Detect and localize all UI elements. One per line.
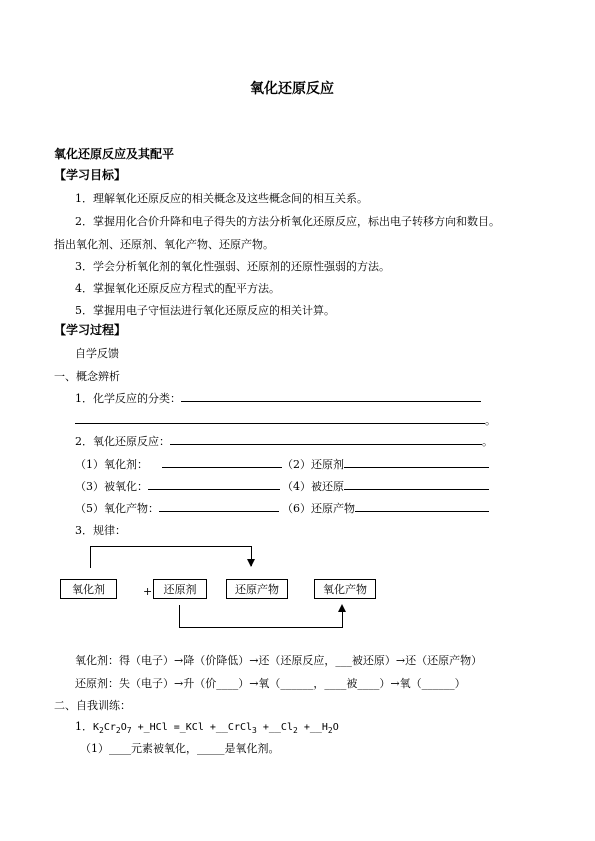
part-one-heading: 一、概念辨析 bbox=[54, 370, 120, 383]
process-header: 【学习过程】 bbox=[54, 323, 127, 337]
arrow-bottom-left-vertical bbox=[179, 605, 180, 628]
diagram-box-oxidant: 氧化剂 bbox=[60, 579, 117, 599]
answer-blank[interactable] bbox=[162, 457, 282, 468]
term-oxidation-product bbox=[75, 500, 279, 516]
term-label: （6）还原产物 bbox=[282, 502, 355, 515]
goal-item-2: 2．掌握用化合价升降和电子得失的方法分析氧化还原反应，标出电子转移方向和数目。 bbox=[75, 215, 500, 228]
page-title: 氧化还原反应 bbox=[250, 81, 334, 97]
diagram-box-reduction-product: 还原产物 bbox=[226, 579, 288, 599]
answer-blank[interactable] bbox=[181, 391, 481, 402]
question-1 bbox=[75, 390, 481, 406]
answer-blank[interactable] bbox=[344, 457, 489, 468]
term-reduction-product bbox=[282, 500, 489, 516]
equation-number: 1． bbox=[75, 720, 93, 733]
answer-blank[interactable] bbox=[344, 479, 489, 490]
arrow-top-horizontal bbox=[90, 546, 252, 547]
term-label: （4）被还原 bbox=[282, 480, 344, 493]
question-3: 3．规律： bbox=[75, 524, 126, 537]
diagram-box-oxidation-product: 氧化产物 bbox=[314, 579, 376, 599]
term-reductant bbox=[282, 456, 489, 472]
arrow-top-left-vertical bbox=[90, 546, 91, 568]
answer-blank[interactable] bbox=[159, 501, 279, 512]
term-oxidized bbox=[75, 478, 280, 494]
term-oxidant bbox=[75, 456, 282, 472]
goals-header: 【学习目标】 bbox=[54, 168, 127, 182]
chemical-equation: $K_2Cr_2O_7$ +_HCl =_KCl +__CrCl$_3$ $+\_\_Cl_2$ $+\_\_H_2O$ bbox=[93, 722, 339, 735]
diagram-box-reductant: 还原剂 bbox=[153, 579, 207, 599]
diagram-plus: + bbox=[143, 585, 153, 598]
goal-item-3: 3．学会分析氧化剂的氧化性强弱、还原剂的还原性强弱的方法。 bbox=[75, 260, 390, 273]
term-label: （3）被氧化： bbox=[75, 480, 148, 493]
rule-oxidant: 氧化剂：得（电子）→降（价降低）→还（还原反应，___被还原）→还（还原产物） bbox=[75, 654, 483, 667]
answer-blank[interactable] bbox=[148, 479, 280, 490]
answer-blank[interactable] bbox=[355, 501, 489, 512]
rule-reductant: 还原剂：失（电子）→升（价____）→氧（______，____被____）→氧（______） bbox=[75, 677, 466, 690]
equation-line bbox=[75, 718, 339, 735]
goal-item-5: 5．掌握用电子守恒法进行氧化还原反应的相关计算。 bbox=[75, 304, 335, 317]
term-label: （2）还原剂 bbox=[282, 458, 344, 471]
arrow-up-head bbox=[338, 604, 346, 612]
question-2 bbox=[75, 433, 493, 449]
question-2-end: 。 bbox=[482, 435, 493, 448]
goal-item-1: 1．理解氧化还原反应的相关概念及这些概念间的相互关系。 bbox=[75, 192, 368, 205]
goal-item-2-cont: 指出氧化剂、还原剂、氧化产物、还原产物。 bbox=[54, 238, 274, 251]
self-study-label: 自学反馈 bbox=[75, 347, 119, 360]
answer-blank[interactable] bbox=[75, 413, 485, 424]
arrow-bottom-right-vertical bbox=[342, 612, 343, 628]
question-1-line2 bbox=[75, 412, 496, 428]
sub-question-1: （1）____元素被氧化，_____是氧化剂。 bbox=[80, 742, 280, 755]
term-label: （1）氧化剂： bbox=[75, 458, 148, 471]
arrow-down-head bbox=[247, 559, 255, 567]
section-title: 氧化还原反应及其配平 bbox=[54, 147, 175, 161]
question-2-label: 2．氧化还原反应： bbox=[75, 435, 170, 448]
arrow-bottom-horizontal bbox=[179, 627, 343, 628]
answer-blank[interactable] bbox=[170, 434, 482, 445]
term-label: （5）氧化产物： bbox=[75, 502, 159, 515]
question-1-label: 1．化学反应的分类： bbox=[75, 392, 181, 405]
term-reduced bbox=[282, 478, 489, 494]
part-two-heading: 二、自我训练： bbox=[54, 699, 131, 712]
goal-item-4: 4．掌握氧化还原反应方程式的配平方法。 bbox=[75, 282, 280, 295]
question-1-end: 。 bbox=[485, 414, 496, 427]
